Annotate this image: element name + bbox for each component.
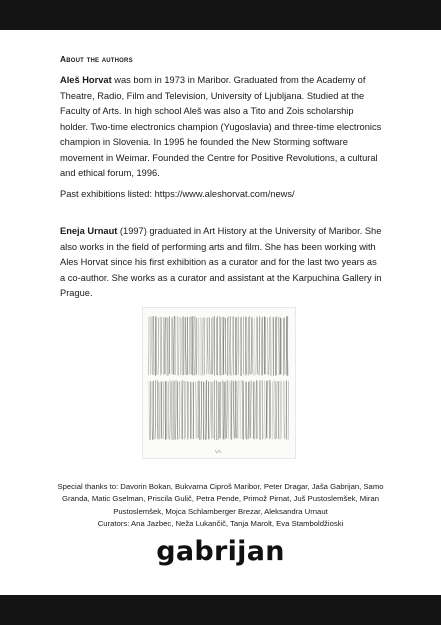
- artwork-stroke: [285, 318, 286, 375]
- artwork-stroke: [225, 318, 226, 374]
- author1-bio: was born in 1973 in Maribor. Graduated from the Academy of Theatre, Radio, Film and Television, University of Ljubljana. Studied at the Faculty of Arts. In high school Aleš was also a Tito and Zois scholarship holder. Two-time electronics champion (Yugoslavia) and three-time electronics champion in Slovenia. In 1995 he founded the New Storming software movement in Weimar. Founded the Centre for Positive Revolutions, a cultural and ethical forum, 1996.: [60, 75, 382, 178]
- past-exhibitions-text: Past exhibitions listed: https://www.aleshorvat.com/news/: [60, 188, 295, 199]
- author1-name: Aleš Horvat: [60, 75, 112, 85]
- artwork-stroke: [182, 316, 183, 376]
- artwork-stroke: [170, 380, 171, 440]
- artwork-stroke: [266, 381, 267, 440]
- artwork-stroke: [234, 381, 235, 438]
- artwork-stroke: [254, 381, 255, 439]
- author2-bio: (1997) graduated in Art History at the University of Maribor. She also works in the field of performing arts and film. She has been working with Ales Horvat since his first exhibition as a curator and for the last two years as a co-author. She works as a curator and assistant at the Karpuchina Gallery in Prague.: [60, 226, 382, 298]
- artwork-stroke: [210, 317, 211, 374]
- artwork-signature-mark: [215, 450, 221, 453]
- artwork-stroke: [155, 380, 156, 439]
- section-heading: About the authors: [60, 54, 133, 64]
- artwork-stroke: [179, 381, 180, 438]
- about-authors-section: [60, 54, 382, 302]
- artwork-line-drawing: [143, 308, 295, 458]
- author2-paragraph: [60, 224, 382, 302]
- artwork-stroke: [232, 317, 233, 376]
- author1-paragraph: [60, 73, 382, 182]
- artwork-stroke: [201, 381, 202, 439]
- artwork-stroke: [243, 317, 244, 375]
- bottom-black-band: [0, 595, 441, 625]
- artwork-stroke: [171, 382, 172, 440]
- artwork-stroke: [186, 317, 187, 375]
- credits-section: [55, 481, 386, 531]
- special-thanks-text: Special thanks to: Davorin Bokan, Bukvarna Ciproš Maribor, Peter Dragar, Jaša Gabrijan, Samo Granda, Matic Gselman, Priscila Gulič, Petra Pende, Primož Pirnat, Juš Pustoslemšek, Miran Pustoslemšek, Mojca Schlamberger Brezar, Aleksandra Urnaut: [57, 482, 384, 516]
- artwork-stroke: [153, 381, 154, 440]
- artwork-image: [142, 307, 296, 459]
- artwork-stroke: [260, 380, 261, 440]
- artwork-stroke: [259, 316, 260, 375]
- author2-name: Eneja Urnaut: [60, 226, 118, 236]
- artwork-stroke: [222, 317, 223, 375]
- artwork-stroke: [249, 382, 250, 439]
- gabrijan-logo: gabrijan: [156, 536, 285, 567]
- artwork-stroke: [248, 382, 249, 440]
- artwork-stroke: [269, 317, 270, 375]
- top-black-band: [0, 0, 441, 30]
- curators-text: Curators: Ana Jazbec, Neža Lukančič, Tanja Marolt, Eva Stamboldžioski: [97, 519, 344, 529]
- artwork-stroke: [210, 382, 211, 439]
